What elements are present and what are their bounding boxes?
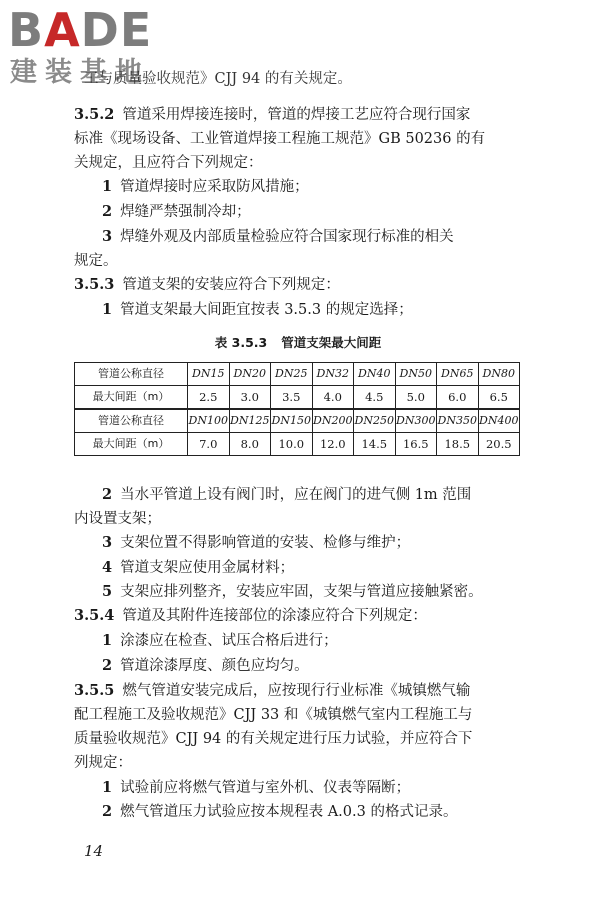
pipe-support-spacing-table — [74, 362, 520, 456]
clause-3-5-4 — [74, 605, 522, 627]
item-number: 1 — [102, 632, 113, 649]
list-item — [102, 226, 522, 248]
line-text: 焊缝严禁强制冷却； — [120, 204, 251, 220]
table-cell: 6.0 — [437, 386, 479, 410]
line-text: 内设置支架； — [74, 511, 161, 527]
table-cell: DN20 — [229, 363, 271, 386]
text-line — [84, 68, 532, 90]
row-label-spacing: 最大间距（m） — [75, 386, 188, 410]
table-cell: 7.0 — [188, 433, 230, 456]
line-text: 质量验收规范》CJJ 94 的有关规定进行压力试验，并应符合下 — [74, 731, 473, 747]
table-cell: DN25 — [271, 363, 313, 386]
table-row — [75, 433, 520, 456]
clause-3-5-3 — [74, 274, 522, 296]
table-cell: 2.5 — [188, 386, 230, 410]
line-text: 标准《现场设备、工业管道焊接工程施工规范》GB 50236 的有 — [74, 131, 486, 147]
line-text: 焊缝外观及内部质量检验应符合国家现行标准的相关 — [120, 229, 454, 245]
logo-letters-de: DE — [80, 3, 153, 57]
table-cell: 12.0 — [312, 433, 354, 456]
table-cell: 3.5 — [271, 386, 313, 410]
text-line — [74, 752, 522, 774]
line-text: 工与质量验收规范》CJJ 94 的有关规定。 — [84, 71, 352, 87]
line-text: 涂漆应在检查、试压合格后进行； — [120, 633, 338, 649]
table-caption — [74, 334, 522, 352]
line-text: 试验前应将燃气管道与室外机、仪表等隔断； — [120, 780, 411, 796]
line-text: 列规定： — [74, 755, 132, 771]
clause-number: 3.5.5 — [74, 682, 115, 699]
row-label-diameter: 管道公称直径 — [75, 363, 188, 386]
table-row — [75, 386, 520, 410]
list-item — [102, 630, 522, 652]
row-label-diameter: 管道公称直径 — [75, 409, 188, 433]
table-cell: DN250 — [354, 409, 396, 433]
list-item — [102, 557, 522, 579]
table-cell: DN100 — [188, 409, 230, 433]
item-number: 1 — [102, 301, 113, 318]
line-text: 燃气管道压力试验应按本规程表 A.0.3 的格式记录。 — [120, 804, 458, 820]
table-cell: DN15 — [188, 363, 230, 386]
text-line — [74, 152, 522, 174]
clause-number: 3.5.3 — [74, 276, 115, 293]
list-item — [102, 655, 522, 677]
table-cell: 3.0 — [229, 386, 271, 410]
line-text: 管道焊接时应采取防风措施； — [120, 179, 309, 195]
text-line — [74, 128, 522, 150]
line-text: 当水平管道上设有阀门时，应在阀门的进气侧 1m 范围 — [120, 487, 472, 503]
table-cell: 8.0 — [229, 433, 271, 456]
table-cell: 4.0 — [312, 386, 354, 410]
line-text: 配工程施工及验收规范》CJJ 33 和《城镇燃气室内工程施工与 — [74, 707, 473, 723]
list-item — [102, 299, 522, 321]
table-cell: 4.5 — [354, 386, 396, 410]
line-text: 管道支架应使用金属材料； — [120, 560, 295, 576]
line-text: 管道支架最大间距宜按表 3.5.3 的规定选择； — [120, 302, 413, 318]
line-text: 管道采用焊接连接时，管道的焊接工艺应符合现行国家 — [122, 107, 471, 123]
item-number: 2 — [102, 803, 113, 820]
table-cell: 14.5 — [354, 433, 396, 456]
item-number: 4 — [102, 559, 113, 576]
logo-subtitle: 建装基地 — [10, 57, 150, 88]
table-cell: DN50 — [395, 363, 437, 386]
table-cell: 10.0 — [271, 433, 313, 456]
page-number: 14 — [84, 842, 104, 860]
table-cell: DN80 — [478, 363, 520, 386]
table-cell: DN125 — [229, 409, 271, 433]
text-line — [74, 704, 522, 726]
table-cell: DN150 — [271, 409, 313, 433]
logo-letter-a: A — [44, 3, 81, 57]
list-item — [102, 176, 522, 198]
table-cell: 20.5 — [478, 433, 520, 456]
table-cell: DN200 — [312, 409, 354, 433]
row-label-spacing: 最大间距（m） — [75, 433, 188, 456]
list-item — [102, 801, 522, 823]
table-title: 管道支架最大间距 — [281, 335, 382, 350]
item-number: 3 — [102, 534, 113, 551]
table-cell: 18.5 — [437, 433, 479, 456]
line-text: 规定。 — [74, 253, 118, 269]
line-text: 燃气管道安装完成后，应按现行行业标准《城镇燃气输 — [122, 683, 471, 699]
table-number: 表 3.5.3 — [214, 335, 268, 350]
table-cell: DN350 — [437, 409, 479, 433]
table-row — [75, 363, 520, 386]
table-cell: DN32 — [312, 363, 354, 386]
clause-3-5-5 — [74, 680, 522, 702]
line-text: 管道及其附件连接部位的涂漆应符合下列规定： — [122, 608, 427, 624]
item-number: 3 — [102, 228, 113, 245]
line-text: 管道支架的安装应符合下列规定： — [122, 277, 340, 293]
table-cell: 16.5 — [395, 433, 437, 456]
table-cell: 6.5 — [478, 386, 520, 410]
list-item — [102, 484, 522, 506]
item-number: 5 — [102, 583, 113, 600]
list-item — [102, 777, 522, 799]
table-cell: DN400 — [478, 409, 520, 433]
table-row — [75, 409, 520, 433]
table-cell: DN40 — [354, 363, 396, 386]
text-line — [74, 728, 522, 750]
line-text: 支架位置不得影响管道的安装、检修与维护； — [120, 535, 411, 551]
list-item — [102, 201, 522, 223]
line-text: 管道涂漆厚度、颜色应均匀。 — [120, 658, 309, 674]
item-number: 1 — [102, 178, 113, 195]
table-cell: DN65 — [437, 363, 479, 386]
logo-letter-b: B — [8, 3, 45, 57]
text-line — [74, 508, 522, 530]
line-text: 关规定，且应符合下列规定： — [74, 155, 263, 171]
line-text: 支架应排列整齐，安装应牢固，支架与管道应接触紧密。 — [120, 584, 483, 600]
text-line — [74, 250, 522, 272]
clause-number: 3.5.2 — [74, 106, 115, 123]
list-item — [102, 532, 522, 554]
logo-wordmark — [8, 2, 152, 58]
item-number: 2 — [102, 486, 113, 503]
item-number: 1 — [102, 779, 113, 796]
table-cell: 5.0 — [395, 386, 437, 410]
item-number: 2 — [102, 657, 113, 674]
list-item — [102, 581, 522, 603]
item-number: 2 — [102, 203, 113, 220]
clause-3-5-2 — [74, 104, 522, 126]
table-cell: DN300 — [395, 409, 437, 433]
clause-number: 3.5.4 — [74, 607, 115, 624]
